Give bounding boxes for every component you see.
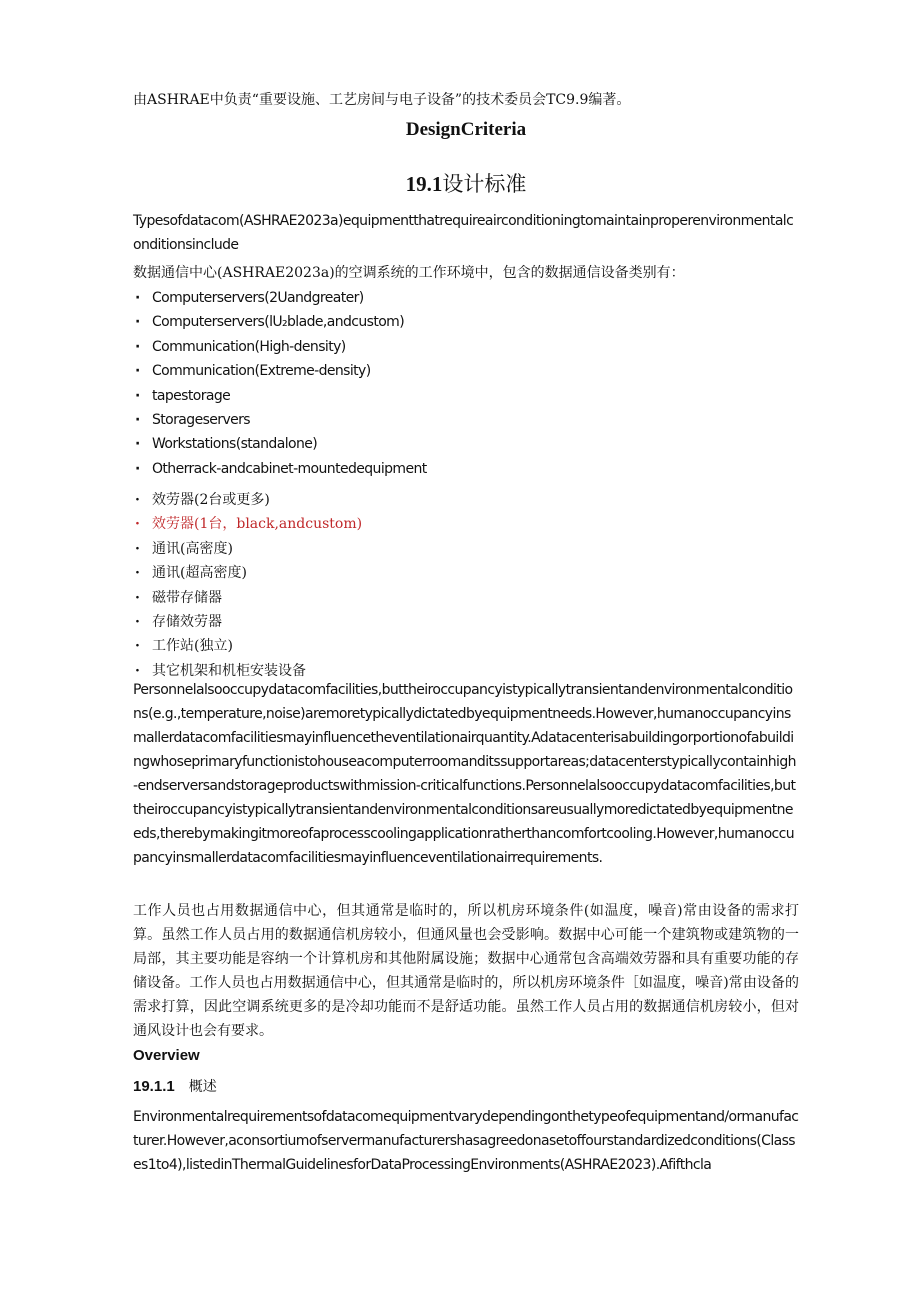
- bullet-zh-item-text: 存储效劳器: [152, 613, 222, 630]
- bullet-zh-item: [133, 512, 799, 536]
- bullet-en-item: [133, 335, 799, 359]
- section-number: 19.1.1: [133, 1078, 175, 1095]
- bullet-en-item-text: Storageservers: [152, 411, 250, 428]
- bullet-zh-item: [133, 586, 799, 610]
- bullet-zh-item: [133, 488, 799, 512]
- bullet-dot: ·: [135, 460, 140, 477]
- bullet-dot: ·: [135, 363, 140, 380]
- bullet-dot: ·: [135, 387, 140, 404]
- bullet-dot: ·: [135, 492, 140, 508]
- bullet-zh-item-text: 效劳器(1台，black,andcustom): [152, 516, 363, 533]
- bullet-en-item: [133, 286, 799, 310]
- bullet-zh-item: [133, 561, 799, 585]
- bullet-en-item-text: Otherrack-andcabinet-mountedequipment: [152, 460, 427, 477]
- bullet-zh-item-text: 通讯(超高密度): [152, 565, 247, 582]
- bullet-en-item: [133, 384, 799, 408]
- heading-19-1: [133, 168, 799, 198]
- heading-text: 设计标准: [442, 172, 527, 196]
- paragraph-1-zh: 数据通信中心(ASHRAE2023a)的空调系统的工作环境中，包含的数据通信设备类别有：: [133, 265, 685, 281]
- bullet-zh-item: [133, 634, 799, 658]
- bullet-en-item: [133, 457, 799, 481]
- bullet-dot: ·: [135, 613, 140, 630]
- bullet-dot: ·: [135, 565, 140, 582]
- bullet-dot: ·: [135, 411, 140, 428]
- section-title: 概述: [188, 1079, 217, 1095]
- section-19-1-1: [133, 1076, 799, 1096]
- bullet-en-item-text: Computerservers(lU₂blade,andcustom): [152, 314, 405, 331]
- bullet-en-item: [133, 310, 799, 334]
- bullet-en-item-text: Workstations(standalone): [152, 436, 318, 453]
- bullet-en-item-text: tapestorage: [152, 387, 231, 404]
- bullet-dot: ·: [135, 638, 140, 655]
- overview-heading: Overview: [133, 1047, 200, 1064]
- bullet-dot: ·: [135, 516, 140, 533]
- bullet-zh-item: [133, 537, 799, 561]
- bullet-dot: ·: [135, 290, 140, 306]
- bullet-en-item: [133, 432, 799, 456]
- bullet-en-item-text: Communication(Extreme-density): [152, 363, 371, 380]
- bullet-en-item-text: Communication(High-density): [152, 338, 346, 355]
- bullet-zh-item-text: 磁带存储器: [152, 589, 222, 606]
- bullet-zh-item-text: 通讯(高密度): [152, 540, 233, 557]
- bullet-dot: ·: [135, 540, 140, 557]
- heading-design-criteria: DesignCriteria: [405, 119, 527, 140]
- bullet-dot: ·: [135, 314, 140, 331]
- paragraph-1-en: Typesofdatacom(ASHRAE2023a)equipmentthatrequireairconditioningtomaintainproperenvironmentalconditionsinclude: [133, 213, 794, 253]
- bullet-en-item-text: Computerservers(2Uandgreater): [152, 290, 364, 306]
- bullet-en-item: [133, 408, 799, 432]
- heading-number: 19.1: [405, 172, 443, 196]
- bullet-zh-item-text: 效劳器(2台或更多): [152, 492, 270, 508]
- bullet-zh-item-text: 其它机架和机柜安装设备: [152, 662, 306, 679]
- bullet-dot: ·: [135, 589, 140, 606]
- paragraph-2-zh: 工作人员也占用数据通信中心，但其通常是临时的，所以机房环境条件(如温度，噪音)常由设备的需求打算。虽然工作人员占用的数据通信机房较小，但通风量也会受影响。数据中心可能一个建筑物或建筑物的一局部，其主要功能是容纳一个计算机房和其他附属设施；数据中心通常包含高端效劳器和具有重要功能的存储设备。工作人员也占用数据通信中心，但其通常是临时的，所以机房环境条件［如温度，噪音)常由设备的需求打算，因此空调系统更多的是冷却功能而不是舒适功能。虽然工作人员占用的数据通信机房较小，但对通风设计也会有要求。: [133, 903, 799, 1039]
- paragraph-3-en: Environmentalrequirementsofdatacomequipmentvarydependingonthetypeofequipmentand/ormanufacturer.However,aconsortiumofservermanufacturershasagreedonasetoffourstandardizedconditions(Classes1to4),listedinThermalGuidelinesforDataProcessingEnvironments(ASHRAE2023).Afifthcla: [133, 1109, 799, 1173]
- bullet-dot: ·: [135, 338, 140, 355]
- bullet-dot: ·: [135, 436, 140, 453]
- bullet-en-item: [133, 359, 799, 383]
- bullet-list-en: [133, 286, 799, 481]
- bullet-list-zh: [133, 488, 799, 683]
- bullet-zh-item-text: 工作站(独立): [152, 638, 233, 655]
- bullet-zh-item: [133, 610, 799, 634]
- paragraph-2-en: Personnelalsooccupydatacomfacilities,buttheiroccupancyistypicallytransientandenvironmentalconditions(e.g.,temperature,noise)aremoretypicallydictatedbyequipmentneeds.However,humanoccupancyinsmallerdatacomfacilitiesmayinfluencetheventilationairquantity.Adatacenterisabuildingorportionofabuildingwhoseprimaryfunctionistohouseacomputerroomanditssupportareas;datacenterstypicallycontainhigh-endserversandstorageproductswithmission-criticalfunctions.Personnelalsooccupydatacomfacilities,buttheiroccupancyistypicallytransientandenvironmentalconditionsareusuallymoredictatedbyequipmentneeds,therebymakingitmoreofaprocesscoolingapplicationratherthancomfortcooling.However,humanoccupancyinsmallerdatacomfacilitiesmayinfluenceventilationairrequirements.: [133, 682, 796, 866]
- intro-line: 由ASHRAE中负责“重要设施、工艺房间与电子设备”的技术委员会TC9.9编著。: [133, 92, 631, 108]
- bullet-dot: ·: [135, 662, 140, 679]
